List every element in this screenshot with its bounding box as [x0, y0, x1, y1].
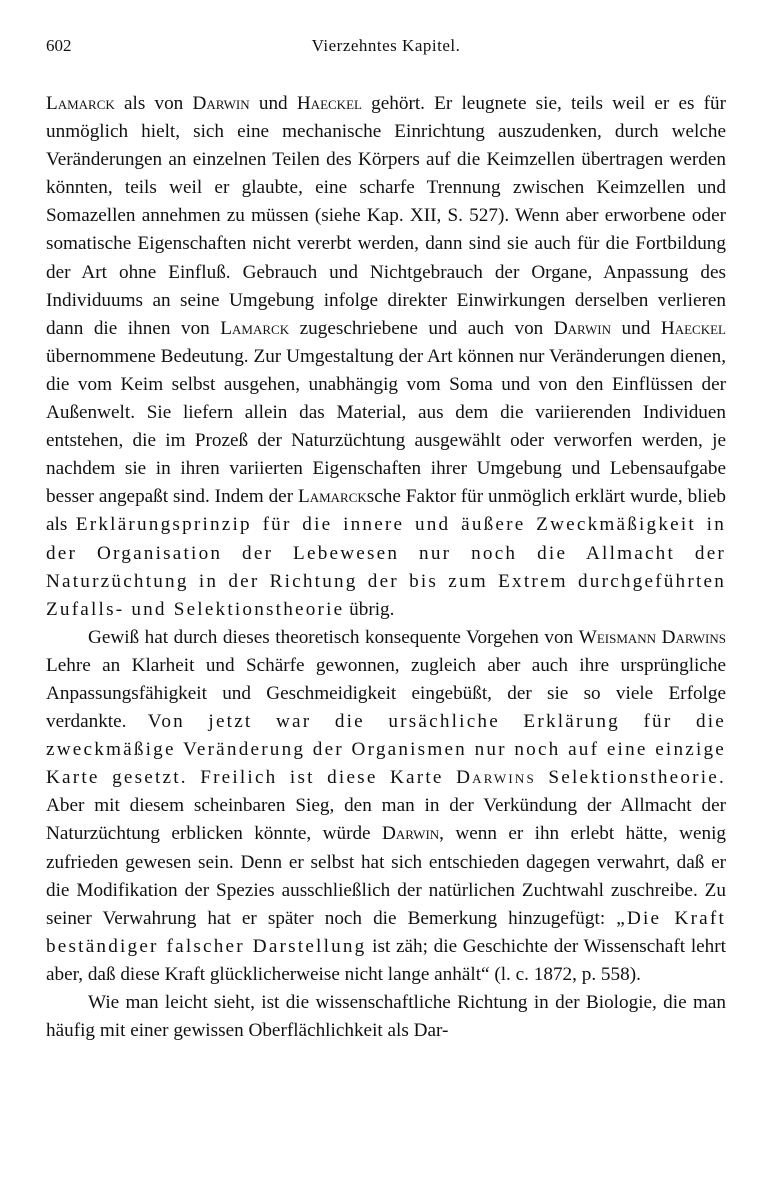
paragraph-3 [46, 989, 726, 1045]
text-run: Wie man leicht sieht, ist die wissenschaftliche Richtung in der Biologie, die man häufig mit einer gewissen Oberflächlichkeit als Dar- [46, 992, 726, 1042]
page-number: 602 [46, 36, 72, 55]
name-small-caps: Darwin [381, 823, 440, 845]
running-head [46, 36, 726, 60]
book-page [46, 36, 726, 1045]
name-small-caps: Lamarck [298, 486, 367, 508]
text-run: gehört. Er leugnete sie, teils weil er es für unmöglich hielt, sich eine mechanische Einrichtung auszudenken, durch welche Veränderungen an einzelnen Teilen des Körpers auf die Keimzellen übertragen werden könnten, teils weil er glaubte, eine scharfe Trennung zwischen Keimzellen und Somazellen annehmen zu müssen (siehe Kap. XII, S. 527). Wenn aber erworbene oder somatische Eigenschaften nicht vererbt werden, dann sind sie auch für die Fortbildung der Art ohne Einfluß. Gebrauch und Nichtgebrauch der Organe, Anpassung des Individuums an seine Umgebung infolge direkter Einwirkungen derselben verlieren dann die ihnen von [46, 93, 726, 339]
spaced-emphasis: Erklärungsprinzip für die innere und äußere Zweckmäßigkeit in der Organisation der Lebewesen nur noch die Allmacht der Naturzüchtung in der Richtung der bis zum Extrem durchgeführten Zufalls- und Selektionstheorie [46, 514, 726, 620]
name-small-caps: Weismann Darwins [578, 626, 727, 648]
text-run: Lehre an Klarheit und Schärfe gewonnen, zugleich aber auch ihre ursprüngliche Anpassungsfähigkeit und Geschmeidigkeit eingebüßt, der sie so viele Erfolge verdankte. [46, 654, 726, 733]
text-run: Aber mit diesem scheinbaren Sieg, den man in der Verkündung der Allmacht der Naturzüchtung erblicken könnte, würde [46, 795, 726, 845]
text-run: und [611, 317, 661, 339]
text-run: übrig. [344, 598, 395, 620]
text-run: und [249, 93, 297, 114]
text-run: Gewiß hat durch dieses theoretisch konsequente Vorgehen von [88, 626, 579, 648]
text-run: sche Faktor für unmöglich erklärt wurde, blieb als [46, 486, 726, 536]
spaced-emphasis: „Die Kraft beständiger falscher Darstellung [46, 907, 727, 957]
text-run: , wenn er ihn erlebt hätte, wenig zufrieden gewesen sein. Denn er selbst hat sich entschieden dagegen verwahrt, daß er die Modifikation der Spezies ausschließlich der natürlichen Zuchtwahl zuschreibe. Zu seiner Verwahrung hat er später noch die Bemerkung hinzugefügt: [46, 823, 727, 929]
chapter-title: Vierzehntes Kapitel. [311, 36, 461, 55]
spaced-emphasis: Von jetzt war die ursächliche Erklärung für die zweckmäßige Veränderung der Organismen nur noch auf eine einzige Karte gesetzt. Freilich ist diese Karte [46, 711, 726, 789]
text-run: übernommene Bedeutung. Zur Umgestaltung der Art können nur Veränderungen dienen, die vom Keim selbst ausgehen, unabhängig vom Soma und von den Einflüssen der Außenwelt. Sie liefern allein das Material, aus dem die variierenden Individuen entstehen, die im Prozeß der Naturzüchtung ausgewählt oder verworfen werden, je nachdem sie in ihren variierten Eigenschaften ihrer Umgebung und Lebensaufgabe besser angepaßt sind. Indem der [46, 345, 726, 508]
name-small-caps: Lamarck [46, 93, 115, 114]
name-small-caps: Haeckel [296, 93, 362, 114]
body-text [46, 90, 726, 1045]
text-run: ist zäh; die Geschichte der Wissenschaft lehrt aber, daß diese Kraft glücklicherweise nicht lange anhält“ (l. c. 1872, p. 558). [46, 935, 726, 985]
name-small-caps: Darwins [456, 767, 536, 789]
spaced-emphasis: Selektionstheorie. [535, 767, 726, 789]
paragraph-2 [46, 624, 726, 989]
name-small-caps: Lamarck [220, 317, 290, 339]
paragraph-1 [46, 90, 726, 624]
text-run: zugeschriebene und auch von [289, 317, 554, 339]
name-small-caps: Darwin [192, 93, 250, 114]
name-small-caps: Darwin [553, 317, 611, 339]
text-run: als von [114, 93, 193, 114]
name-small-caps: Haeckel [660, 317, 726, 339]
